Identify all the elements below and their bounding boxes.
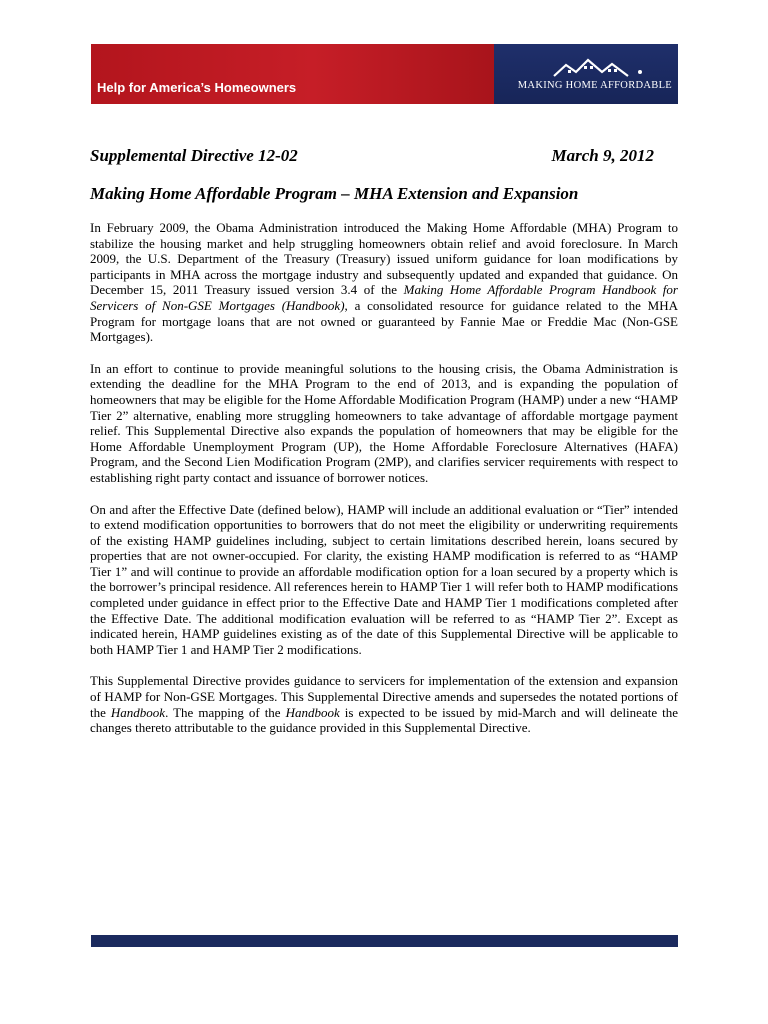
paragraph-1-text-a: In February 2009, the Obama Administration introduced the Making Home Affordable (MHA) Program to stabilize the housing market and help struggling homeowners obtain relief and avoid foreclosure. In March 2009, the U.S. Department of the Treasury (Treasury) issued uniform guidance for loan modifications by participants in MHA across the mortgage industry and subsequently updated and expanded that guidance. On December 15, 2011 Treasury issued version 3.4 of the	[90, 220, 678, 298]
banner-red-section	[91, 44, 494, 104]
document-body	[90, 140, 678, 736]
footer-bar	[91, 935, 678, 947]
document-title: Making Home Affordable Program – MHA Extension and Expansion	[90, 184, 579, 203]
houses-roof-icon	[552, 56, 648, 78]
banner-navy-section	[494, 44, 678, 104]
header-banner	[91, 44, 678, 104]
handbook-title: Making Home Affordable Program Handbook for Servicers of Non-GSE Mortgages (Handbook)	[90, 282, 678, 313]
making-home-affordable-logo	[504, 56, 672, 100]
paragraph-4-text-c: is expected to be issued by mid-March and will delineate the changes thereto attributable to the guidance provided in this Supplemental Directive.	[90, 704, 678, 736]
paragraph-2: In an effort to continue to provide meaningful solutions to the housing crisis, the Obama Administration is extending the deadline for the MHA Program to the end of 2013, and is expanding the population of homeowners that may be eligible for the Home Affordable Modification Program (HAMP) under a new “HAMP Tier 2” alternative, enabling more struggling homeowners to take advantage of affordable mortgage payment relief. This Supplemental Directive also expands the population of homeowners that may be eligible for the Home Affordable Unemployment Program (UP), the Home Affordable Foreclosure Alternatives (HAFA) Program, and the Second Lien Modification Program (2MP), and clarifies servicer requirements with respect to establishing right party contact and issuance of borrower notices.	[90, 360, 678, 485]
directive-date: March 9, 2012	[551, 146, 654, 165]
handbook-ref-1: Handbook	[110, 704, 166, 720]
paragraph-1-text-b: , a consolidated resource for guidance related to the MHA Program for mortgage loans that are not owned or guaranteed by Fannie Mae or Freddie Mac (Non-GSE Mortgages).	[90, 297, 678, 345]
directive-number: Supplemental Directive 12-02	[90, 146, 298, 165]
directive-header	[90, 146, 678, 166]
logo-text: MAKING HOME AFFORDABLE	[517, 80, 672, 91]
paragraph-4-text-a: This Supplemental Directive provides guidance to servicers for implementation of the extension and expansion of HAMP for Non-GSE Mortgages. This Supplemental Directive amends and supersedes the notated portions of the	[90, 673, 678, 720]
paragraph-4	[90, 673, 678, 735]
paragraph-3: On and after the Effective Date (defined below), HAMP will include an additional evaluation or “Tier” intended to extend modification opportunities to borrowers that do not meet the eligibility or underwriting requirements of the existing HAMP guidelines including, subject to certain limitations described herein, loans secured by properties that are not owner-occupied. For clarity, the existing HAMP modification is referred to as “HAMP Tier 1” and will continue to provide an affordable modification option for a loan secured by a property which is the borrower’s principal residence. All references herein to HAMP Tier 1 will refer both to HAMP modifications completed under guidance in effect prior to the Effective Date and HAMP Tier 1 modifications completed after the Effective Date. The additional modification evaluation will be referred to as “HAMP Tier 2”. Except as indicated herein, HAMP guidelines existing as of the date of this Supplemental Directive will be applicable to both HAMP Tier 1 and HAMP Tier 2 modifications.	[90, 501, 678, 657]
handbook-ref-2: Handbook	[285, 704, 340, 720]
banner-title: Help for America’s Homeowners	[97, 80, 297, 95]
paragraph-1	[90, 220, 678, 345]
paragraph-4-text-b: . The mapping of the	[165, 704, 286, 720]
